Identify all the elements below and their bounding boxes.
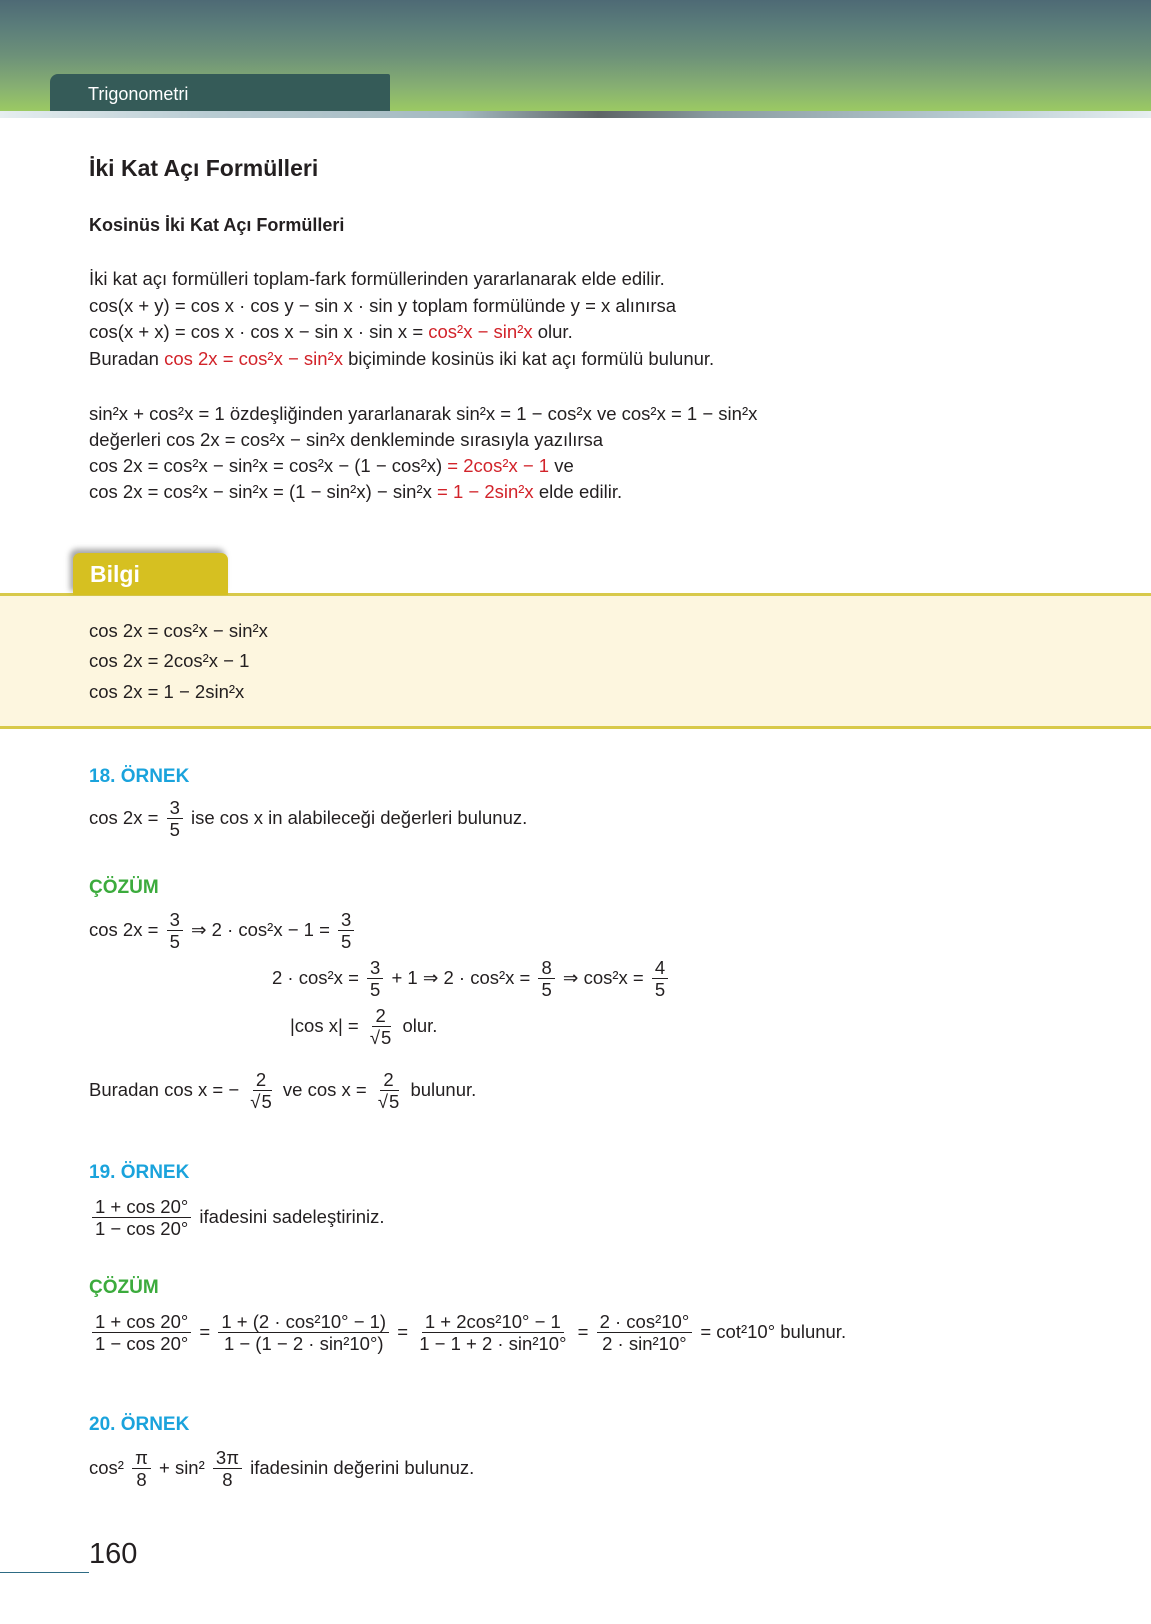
solution-step-3 (290, 1006, 437, 1048)
numerator: 4 (652, 958, 668, 979)
denominator: 1 − (1 − 2 · sin²10°) (223, 1333, 384, 1355)
info-formula-3: cos 2x = 1 − 2sin²x (89, 681, 245, 702)
numerator: 3 (167, 798, 183, 819)
fraction (367, 1006, 394, 1048)
numerator: 2 (380, 1070, 396, 1091)
derivation-line-2 (89, 321, 573, 343)
text: ve cos x = (282, 1078, 367, 1100)
equals: = (577, 1320, 589, 1342)
numerator: 2 (372, 1006, 388, 1027)
text: ⇒ cos²x = (562, 966, 644, 988)
equals: = (199, 1320, 211, 1342)
numerator: 1 + 2cos²10° − 1 (422, 1312, 564, 1333)
example-20-question (89, 1448, 474, 1490)
text: ve (549, 455, 574, 476)
denominator: 5 (169, 819, 180, 841)
fraction (167, 798, 183, 840)
section-subtitle: Kosinüs İki Kat Açı Formülleri (89, 215, 345, 235)
fraction (375, 1070, 402, 1112)
denominator: 5 (169, 931, 180, 953)
section-title: İki Kat Açı Formülleri (89, 155, 319, 181)
numerator: 3π (213, 1448, 242, 1469)
text: elde edilir. (533, 481, 623, 502)
denominator: 5 (541, 979, 552, 1001)
denominator: 5 (654, 979, 666, 1001)
example-18-label: 18. ÖRNEK (89, 766, 190, 787)
denominator: 1 − 1 + 2 · sin²10° (419, 1333, 567, 1355)
derivation-line-1: cos(x + y) = cos x · cos y − sin x · sin y toplam formülünde y = x alınırsa (89, 295, 677, 316)
numerator: π (132, 1448, 151, 1469)
denominator: √5 (369, 1027, 392, 1049)
example-18-solution-label: ÇÖZÜM (89, 877, 159, 898)
text: cos 2x = cos²x − sin²x = cos²x − (1 − cos²x) (89, 455, 448, 476)
example-19-question (89, 1197, 385, 1239)
solution-step-2 (272, 958, 671, 1000)
fraction (597, 1312, 693, 1354)
derivation-line-6 (89, 455, 574, 477)
info-box-tab (73, 553, 228, 595)
text: olur. (532, 321, 573, 342)
header-divider-strip (0, 111, 1151, 118)
numerator: 1 + (2 · cos²10° − 1) (218, 1312, 389, 1333)
text: biçiminde kosinüs iki kat açı formülü bulunur. (343, 348, 715, 369)
fraction (213, 1448, 242, 1490)
highlight-formula: = 1 − 2sin²x (437, 481, 534, 502)
solution-step-1 (89, 910, 357, 952)
denominator: 8 (136, 1469, 147, 1491)
sqrt-radicand: 5 (261, 1091, 272, 1113)
text: cos² (89, 1456, 124, 1478)
highlight-formula: cos 2x = cos²x − sin²x (164, 348, 343, 369)
fraction (247, 1070, 274, 1112)
text: Buradan (89, 348, 165, 369)
example-19-label: 19. ÖRNEK (89, 1162, 190, 1183)
fraction (167, 910, 183, 952)
numerator: 2 · cos²10° (597, 1312, 693, 1333)
text: cos 2x = (89, 806, 159, 828)
numerator: 1 + cos 20° (92, 1197, 191, 1218)
fraction (92, 1197, 191, 1239)
text: ⇒ 2 · cos²x − 1 = (191, 918, 330, 940)
sqrt-radicand: 5 (381, 1027, 392, 1049)
denominator: 5 (341, 931, 352, 953)
denominator: √5 (377, 1091, 400, 1113)
derivation-line-3 (89, 348, 714, 370)
example-19-solution (89, 1312, 846, 1354)
fraction (416, 1312, 569, 1354)
chapter-tab (50, 74, 390, 112)
chapter-title: Trigonometri (88, 84, 189, 104)
text: ifadesini sadeleştiriniz. (199, 1205, 385, 1227)
fraction (652, 958, 668, 1000)
denominator: 5 (370, 979, 381, 1001)
example-19-solution-label: ÇÖZÜM (89, 1277, 159, 1298)
substitution-line: değerleri cos 2x = cos²x − sin²x denkleminde sırasıyla yazılırsa (89, 429, 604, 450)
text: Buradan cos x = − (89, 1078, 240, 1100)
denominator: 2 · sin²10° (602, 1333, 687, 1355)
numerator: 8 (538, 958, 554, 979)
denominator: √5 (250, 1091, 272, 1113)
solution-result (89, 1070, 476, 1112)
footer-rule (0, 1572, 89, 1573)
identity-line: sin²x + cos²x = 1 özdeşliğinden yararlanarak sin²x = 1 − cos²x ve cos²x = 1 − sin²x (89, 403, 758, 424)
fraction (367, 958, 383, 1000)
text: + sin² (159, 1456, 205, 1478)
text: olur. (402, 1014, 438, 1036)
info-box-label: Bilgi (90, 561, 140, 587)
denominator: 8 (222, 1469, 233, 1491)
text: ifadesinin değerini bulunuz. (250, 1456, 475, 1478)
text: cos(x + x) = cos x · cos x − sin x · sin x = (89, 321, 429, 342)
text: 2 · cos²x = (272, 966, 359, 988)
fraction (338, 910, 354, 952)
page-header-banner (0, 0, 1151, 112)
text: cos 2x = cos²x − sin²x = (1 − sin²x) − sin²x (89, 481, 438, 502)
sqrt-radicand: 5 (389, 1091, 400, 1113)
text: ise cos x in alabileceği değerleri bulunuz. (191, 806, 528, 828)
numerator: 3 (367, 958, 383, 979)
text: + 1 ⇒ 2 · cos²x = (391, 966, 531, 988)
fraction (92, 1312, 191, 1354)
text: = cot²10° bulunur. (700, 1320, 847, 1342)
info-formula-2: cos 2x = 2cos²x − 1 (89, 650, 250, 671)
fraction (538, 958, 554, 1000)
equals: = (397, 1320, 409, 1342)
derivation-line-7 (89, 481, 622, 503)
numerator: 2 (253, 1070, 269, 1091)
page-number: 160 (89, 1538, 138, 1570)
text: bulunur. (410, 1078, 477, 1100)
highlight-formula: = 2cos²x − 1 (447, 455, 550, 476)
numerator: 3 (338, 910, 354, 931)
numerator: 3 (167, 910, 183, 931)
example-20-label: 20. ÖRNEK (89, 1414, 190, 1435)
text: cos 2x = (89, 918, 159, 940)
denominator: 1 − cos 20° (95, 1333, 189, 1355)
fraction (132, 1448, 151, 1490)
denominator: 1 − cos 20° (95, 1218, 189, 1240)
info-box (0, 593, 1151, 729)
example-18-question (89, 798, 527, 840)
text: |cos x| = (290, 1014, 359, 1036)
fraction (218, 1312, 389, 1354)
intro-text: İki kat açı formülleri toplam-fark formüllerinden yararlanarak elde edilir. (89, 268, 665, 289)
info-formula-1: cos 2x = cos²x − sin²x (89, 620, 268, 641)
numerator: 1 + cos 20° (92, 1312, 191, 1333)
highlight-formula: cos²x − sin²x (428, 321, 533, 342)
